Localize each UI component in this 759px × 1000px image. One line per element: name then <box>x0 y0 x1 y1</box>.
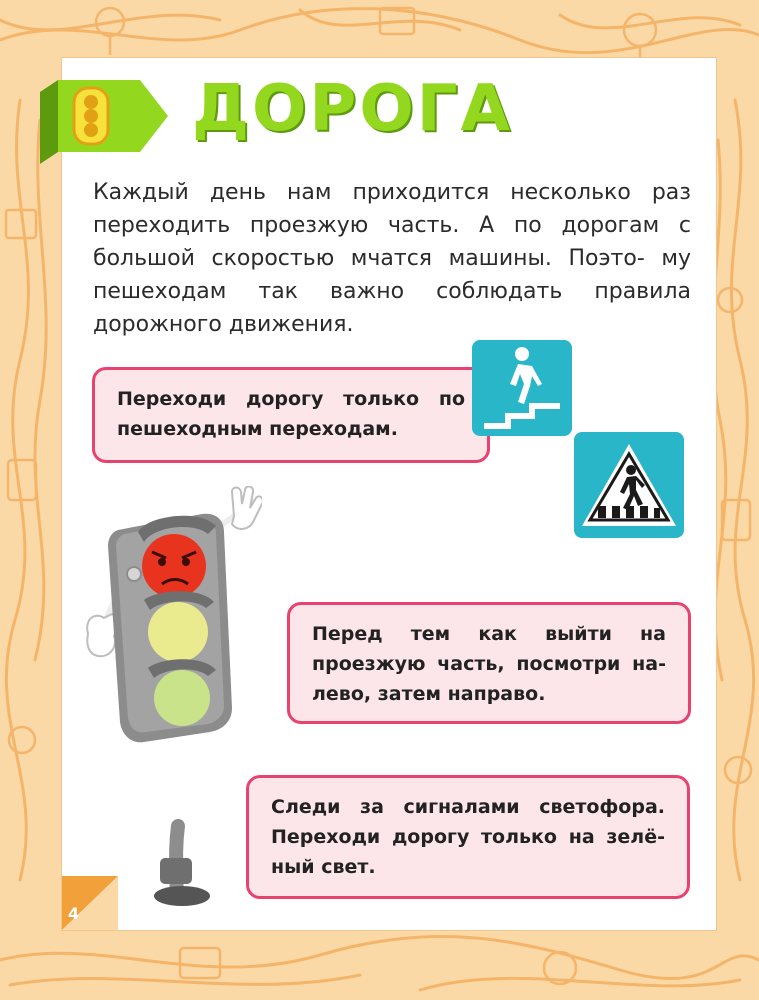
left-glove-icon <box>87 614 117 656</box>
traffic-light-icon <box>74 88 108 144</box>
chapter-ribbon-tab <box>40 80 170 164</box>
rule-box-look-both-ways: Перед тем как выйти на проезжую часть, посмотри на- лево, затем направо. <box>287 602 691 724</box>
rule-box-crosswalk: Переходи дорогу только по пешеходным переходам. <box>92 367 490 463</box>
right-glove-icon <box>232 486 262 529</box>
chapter-title: ДОРОГА <box>192 72 514 146</box>
underground-crossing-sign-icon <box>472 340 572 436</box>
rule-box-traffic-signals: Следи за сигналами светофора. Переходи дорогу только на зелё- ный свет. <box>246 775 690 899</box>
page-number: 4 <box>68 904 80 923</box>
pedestrian-crossing-sign-icon <box>574 432 684 538</box>
intro-paragraph: Каждый день нам приходится несколько раз переходить проезжую часть. А по дорогам с большой скоростью мчатся машины. Поэто- му пешеходам так важно соблюдать правила дорожного движения. <box>93 180 691 337</box>
red-light-face <box>142 534 206 598</box>
traffic-light-character <box>82 486 262 918</box>
